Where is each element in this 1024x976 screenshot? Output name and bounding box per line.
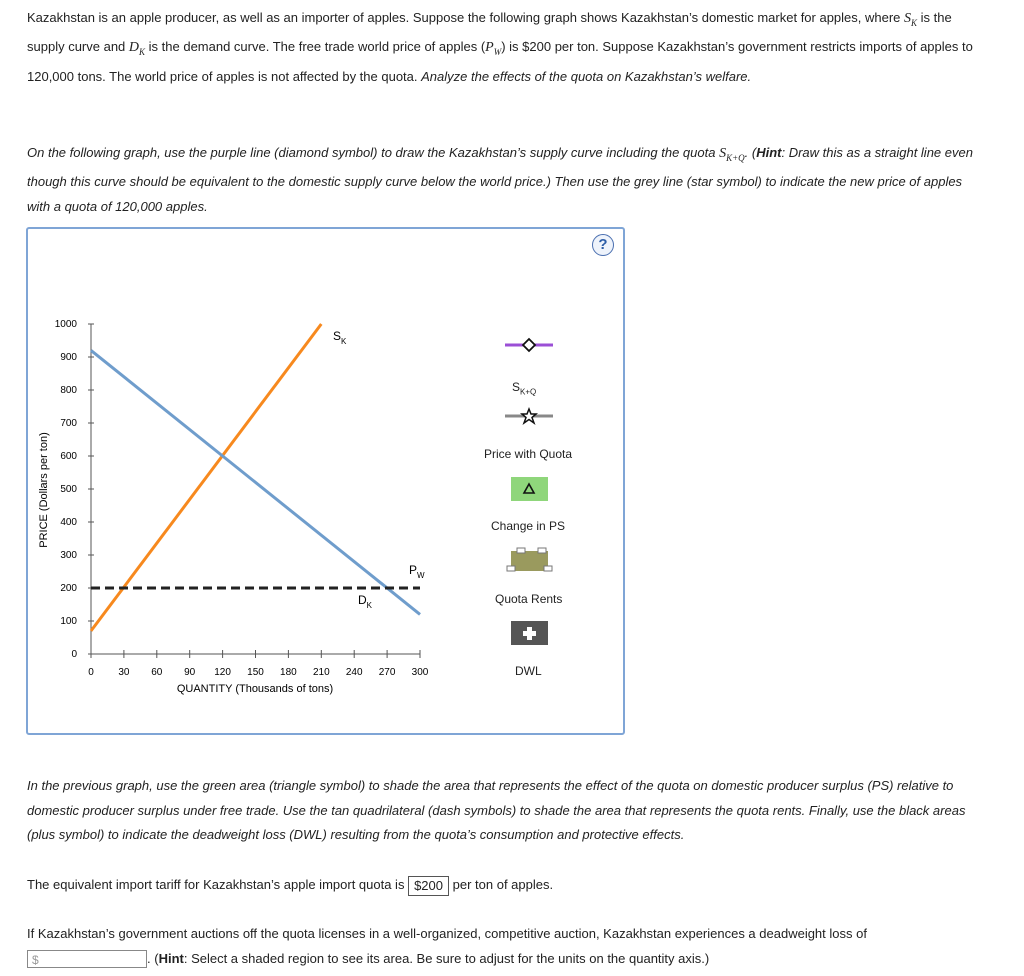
- intro-task: Analyze the effects of the quota on Kazakhstan’s welfare.: [421, 68, 752, 84]
- x-tick-label: 300: [411, 667, 429, 678]
- shading-instructions: In the previous graph, use the green area (triangle symbol) to shade the area that represents the effect of the quota on domestic producer surplus (PS) relative to domestic producer surplus under free trade. Use the tan quadrilateral (dash symbols) to shade the area that represents the quota rents. Finally, use the black areas (plus symbol) to indicate the deadweight loss (DWL) resulting from the quota’s consumption and protective effects.: [27, 778, 966, 842]
- sk-label: $S_K$: [333, 329, 347, 346]
- dash-icon: [544, 566, 552, 571]
- y-tick-label: 0: [71, 649, 77, 660]
- help-button[interactable]: ?: [592, 234, 614, 256]
- dash-icon: [538, 548, 546, 553]
- y-tick-label: 100: [60, 616, 77, 627]
- y-tick-label: 800: [60, 385, 77, 396]
- x-tick-label: 90: [184, 667, 196, 678]
- pw-symbol: $P_W$: [485, 40, 502, 58]
- tool-quota-rents-label: Quota Rents: [495, 592, 563, 606]
- tariff-question: The equivalent import tariff for Kazakhstan’s apple import quota is $200 per ton of apples.: [27, 873, 987, 898]
- hint-label: Hint: [756, 145, 782, 160]
- tool-quota-rents[interactable]: [507, 548, 552, 571]
- dash-icon: [517, 548, 525, 553]
- sk-symbol: $S_K$: [904, 11, 918, 28]
- intro-text-4: ) is $200 per ton. Suppose Kazakhstan’s government restricts imports of apples to 120,000 tons. The world price of apples is not affected by the quota.: [27, 39, 973, 84]
- intro-paragraph: [27, 6, 987, 89]
- x-tick-label: 150: [247, 667, 264, 678]
- dash-icon: [507, 566, 515, 571]
- y-tick-label: 300: [60, 550, 77, 561]
- tool-change-in-ps-label: Change in PS: [491, 519, 566, 533]
- y-tick-label: 1000: [54, 319, 77, 330]
- x-tick-label: 270: [378, 667, 396, 678]
- x-tick-label: 30: [118, 667, 130, 678]
- dk-label: $D_K$: [358, 593, 373, 610]
- pw-label: $P_W$: [409, 563, 425, 580]
- x-tick-label: 0: [88, 667, 94, 678]
- x-tick-label: 210: [312, 667, 330, 678]
- auction-question: If Kazakhstan’s government auctions off the quota licenses in a well-organized, competitive auction, Kazakhstan experiences a deadweight loss of $ . (Hint: Select a shaded region to see its area. Be sure to adjust for the units on the quantity axis.): [27, 926, 867, 968]
- skq-symbol: $S_{K+Q}$: [719, 146, 745, 163]
- graph-instructions: On the following graph, use the purple line (diamond symbol) to draw the Kazakhstan’s supply curve including the quota $S_{K+Q}$. (Hint: Draw this as a straight line even though this curve should be equivalent to the domestic supply curve below the world price.) Then use the grey line (star symbol) to indicate the new price of apples with a quota of 120,000 apples.: [27, 145, 973, 214]
- y-tick-label: 900: [60, 352, 77, 363]
- tool-price-with-quota-label: Price with Quota: [484, 447, 573, 461]
- tool-dwl-label: DWL: [515, 664, 542, 678]
- x-tick-label: 120: [214, 667, 231, 678]
- x-tick-label: 60: [151, 667, 163, 678]
- tool-change-in-ps[interactable]: [511, 477, 548, 501]
- x-tick-label: 180: [280, 667, 297, 678]
- dwl-input[interactable]: $: [27, 950, 147, 968]
- y-tick-label: 700: [60, 418, 77, 429]
- intro-text-1: Kazakhstan is an apple producer, as well as an importer of apples. Suppose the following graph shows Kazakhstan’s domestic market for apples, where: [27, 10, 905, 25]
- dk-symbol: $D_K$: [128, 40, 146, 58]
- tool-dwl[interactable]: [511, 621, 548, 645]
- y-tick-label: 500: [60, 484, 77, 495]
- x-tick-label: 240: [345, 667, 363, 678]
- tariff-answer-box[interactable]: $200: [408, 876, 449, 896]
- intro-text-2: is the supply curve and: [27, 10, 952, 55]
- tool-skq-label: $S_{K+Q}$: [512, 380, 537, 397]
- y-tick-label: 200: [60, 583, 77, 594]
- y-tick-label: 400: [60, 517, 77, 528]
- x-axis-label: QUANTITY (Thousands of tons): [176, 683, 334, 695]
- y-axis-label: PRICE (Dollars per ton): [38, 432, 50, 548]
- y-tick-label: 600: [60, 451, 77, 462]
- intro-text-3: is the demand curve. The free trade world price of apples (: [145, 39, 486, 55]
